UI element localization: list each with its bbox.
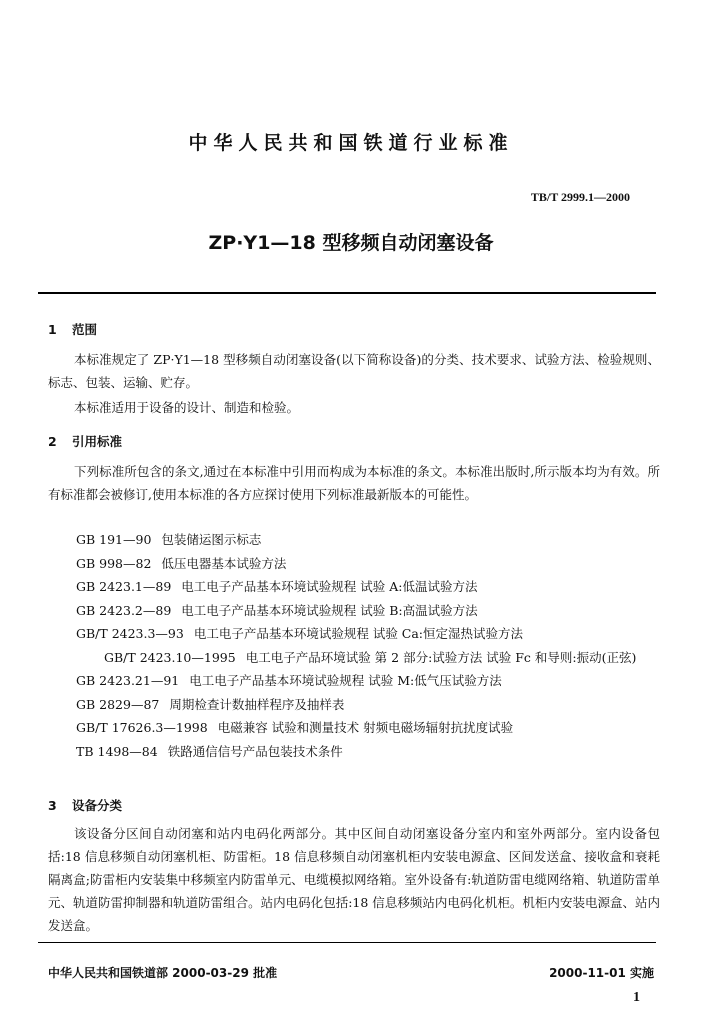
document-title: ZP·Y1—18 型移频自动闭塞设备 xyxy=(208,232,494,254)
reference-item xyxy=(76,599,660,623)
section-2-heading xyxy=(48,432,122,450)
reference-item xyxy=(76,669,660,693)
reference-title: 低压电器基本试验方法 xyxy=(161,555,287,571)
reference-item xyxy=(76,528,660,552)
standard-category-title: 中华人民共和国铁道行业标准 xyxy=(188,132,514,154)
section-1-title: 范围 xyxy=(72,322,98,337)
section-2-intro: 下列标准所包含的条文,通过在本标准中引用而构成为本标准的条文。本标准出版时,所示版本均为有效。所有标准都会被修订,使用本标准的各方应探讨使用下列标准最新版本的可能性。 xyxy=(48,464,660,502)
reference-title: 铁路通信信号产品包装技术条件 xyxy=(167,743,343,759)
reference-code: GB 2423.2—89 xyxy=(76,602,172,618)
reference-code: GB 2829—87 xyxy=(76,696,160,712)
reference-list xyxy=(76,528,660,763)
reference-item xyxy=(48,646,660,670)
reference-title: 电工电子产品基本环境试验规程 试验 B:高温试验方法 xyxy=(181,602,478,618)
reference-code: GB/T 2423.10—1995 xyxy=(104,649,236,665)
reference-item xyxy=(76,693,660,717)
section-3-title: 设备分类 xyxy=(72,798,123,813)
reference-code: GB 2423.1—89 xyxy=(76,579,172,594)
section-3-number: 3 xyxy=(48,798,57,813)
reference-code: GB 998—82 xyxy=(76,555,152,571)
reference-item xyxy=(76,716,660,740)
reference-title: 电工电子产品环境试验 第 2 部分:试验方法 试验 Fc 和导则:振动(正弦) xyxy=(245,649,637,665)
reference-item xyxy=(76,622,660,646)
standard-number: TB/T 2999.1—2000 xyxy=(530,190,630,204)
section-1-number: 1 xyxy=(48,322,57,337)
section-3-heading xyxy=(48,796,122,814)
reference-title: 电工电子产品基本环境试验规程 试验 A:低温试验方法 xyxy=(181,579,478,594)
reference-code: GB 191—90 xyxy=(76,532,152,547)
page-number: 1 xyxy=(633,990,640,1005)
top-divider xyxy=(38,292,656,294)
reference-title: 电磁兼容 试验和测量技术 射频电磁场辐射抗扰度试验 xyxy=(217,720,514,735)
reference-item xyxy=(76,552,660,576)
reference-title: 电工电子产品基本环境试验规程 试验 Ca:恒定湿热试验方法 xyxy=(193,626,524,641)
section-2-number: 2 xyxy=(48,434,57,449)
reference-code: GB/T 2423.3—93 xyxy=(76,626,184,641)
section-2-title: 引用标准 xyxy=(72,434,123,449)
reference-code: GB/T 17626.3—1998 xyxy=(76,720,208,735)
approval-line: 中华人民共和国铁道部 2000-03-29 批准 xyxy=(48,966,278,980)
reference-title: 电工电子产品基本环境试验规程 试验 M:低气压试验方法 xyxy=(189,673,502,688)
reference-code: TB 1498—84 xyxy=(76,743,158,759)
reference-item xyxy=(76,740,660,764)
section-1-paragraph-1: 本标准规定了 ZP·Y1—18 型移频自动闭塞设备(以下简称设备)的分类、技术要求、试验方法、检验规则、标志、包装、运输、贮存。 xyxy=(48,352,660,390)
section-3-paragraph: 该设备分区间自动闭塞和站内电码化两部分。其中区间自动闭塞设备分室内和室外两部分。室内设备包括:18 信息移频自动闭塞机柜、防雷柜。18 信息移频自动闭塞机柜内安装电源盒、区间发送盒、接收盒和衰耗隔离盒;防雷柜内安装集中移频室内防雷单元、电缆模拟网络箱。室外设备有:轨道防雷电缆网络箱、轨道防雷单元、轨道防雷抑制器和轨道防雷组合。站内电码化包括:18 信息移频站内电码化机柜。机柜内安装电源盒、站内发送盒。 xyxy=(48,826,660,933)
reference-title: 包装储运图示标志 xyxy=(161,532,262,547)
section-1-heading xyxy=(48,320,97,338)
reference-title: 周期检查计数抽样程序及抽样表 xyxy=(169,696,345,712)
bottom-divider xyxy=(38,942,656,943)
implementation-date: 2000-11-01 实施 xyxy=(549,966,654,980)
reference-item xyxy=(76,575,660,599)
section-1-paragraph-2: 本标准适用于设备的设计、制造和检验。 xyxy=(74,400,300,415)
reference-code: GB 2423.21—91 xyxy=(76,673,180,688)
